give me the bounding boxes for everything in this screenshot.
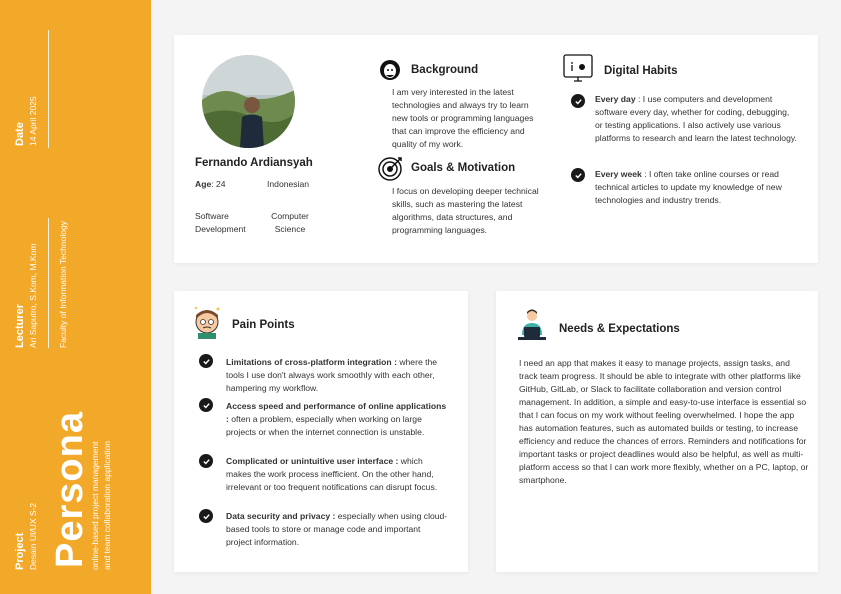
project-value: Desain UI/UX S-2	[28, 502, 38, 570]
pain-point-item: Complicated or unintuitive user interface : which makes the work process inefficient. On the other hand, irrelevant or too frequent notifications can disrupt focus.	[226, 456, 438, 492]
check-icon	[199, 398, 213, 412]
check-icon	[199, 354, 213, 368]
check-icon	[571, 168, 585, 182]
target-icon	[377, 156, 403, 187]
needs-title: Needs & Expectations	[559, 323, 680, 335]
pain-point-item: Limitations of cross-platform integration : where the tools I use don't always work smoothly with each other, hampering my workflow.	[226, 357, 438, 393]
goals-text: I focus on developing deeper technical skills, such as mastering the latest algorithms, data structures, and programming languages.	[392, 186, 539, 235]
avatar	[202, 55, 295, 148]
goals-title: Goals & Motivation	[411, 162, 516, 174]
lecturer-value: Ari Saputro, S.Kom, M.Kom	[28, 243, 38, 348]
confused-person-icon	[192, 305, 222, 344]
divider	[48, 30, 49, 148]
pain-points-title: Pain Points	[232, 319, 295, 331]
background-text: I am very interested in the latest technologies and always try to learn new tools or programming languages that can improve the efficiency and quality of my work.	[392, 87, 534, 149]
check-icon	[199, 454, 213, 468]
needs-text: I need an app that makes it easy to manage projects, assign tasks, and track team progress. It should be able to integrate with other platforms like GitHub, GitLab, or Slack to facilitate collaboration and version control management. In addition, a simple and easy-to-use interface is essential so that I can focus on my work without feeling overwhelmed. I hope the app has automation features, such as automated builds or testing, to increase efficiency and reduce the chances of errors. Reminders and notifications for important tasks or project deadlines would also be helpful, as well as multi-platform access so that I can work more flexibly, whether on a PC, laptop, or smartphone.	[519, 358, 809, 485]
digital-habits-title: Digital Habits	[604, 65, 678, 77]
date-value: 14 April 2025	[28, 96, 38, 146]
project-label: Project	[14, 532, 26, 570]
faculty: Faculty of Information Technology	[58, 221, 68, 348]
profile-card	[174, 35, 818, 263]
person-avatar-icon	[379, 58, 401, 87]
pain-points-card	[174, 291, 468, 572]
subtitle-line1: online-based project management	[90, 441, 100, 570]
persona-name: Fernando Ardiansyah	[195, 157, 313, 169]
date-label: Date	[14, 122, 26, 146]
laptop-person-icon	[514, 307, 550, 348]
age-field	[195, 178, 226, 191]
pain-point-item: Data security and privacy : especially when using cloud-based tools to store or manage code and important project information.	[226, 511, 448, 547]
check-icon	[199, 509, 213, 523]
computer-icon	[562, 53, 594, 88]
age-value: : 24	[211, 179, 226, 189]
education: Computer Science	[271, 211, 309, 234]
needs-card	[496, 291, 818, 572]
check-icon	[571, 94, 585, 108]
habit-item: Every day : I use computers and development software every day, whether for coding, debugging, or testing applications. I also actively use various platforms to research and learn the latest technology.	[595, 94, 797, 143]
role: Software Development	[195, 211, 246, 234]
background-title: Background	[411, 64, 479, 76]
nationality: Indonesian	[267, 179, 310, 189]
subtitle-line2: and team collaboration application	[102, 440, 112, 570]
pain-point-item: Access speed and performance of online applications : often a problem, especially when working on large projects or when the internet connection is unstable.	[226, 401, 447, 437]
sidebar	[0, 0, 151, 594]
age-label: Age	[195, 179, 212, 189]
habit-item: Every week : I often take online courses or read technical articles to update my knowledge of new technologies and industry trends.	[595, 169, 782, 205]
lecturer-label: Lecturer	[14, 303, 26, 348]
persona-title: Persona	[49, 411, 91, 568]
divider	[48, 218, 49, 348]
